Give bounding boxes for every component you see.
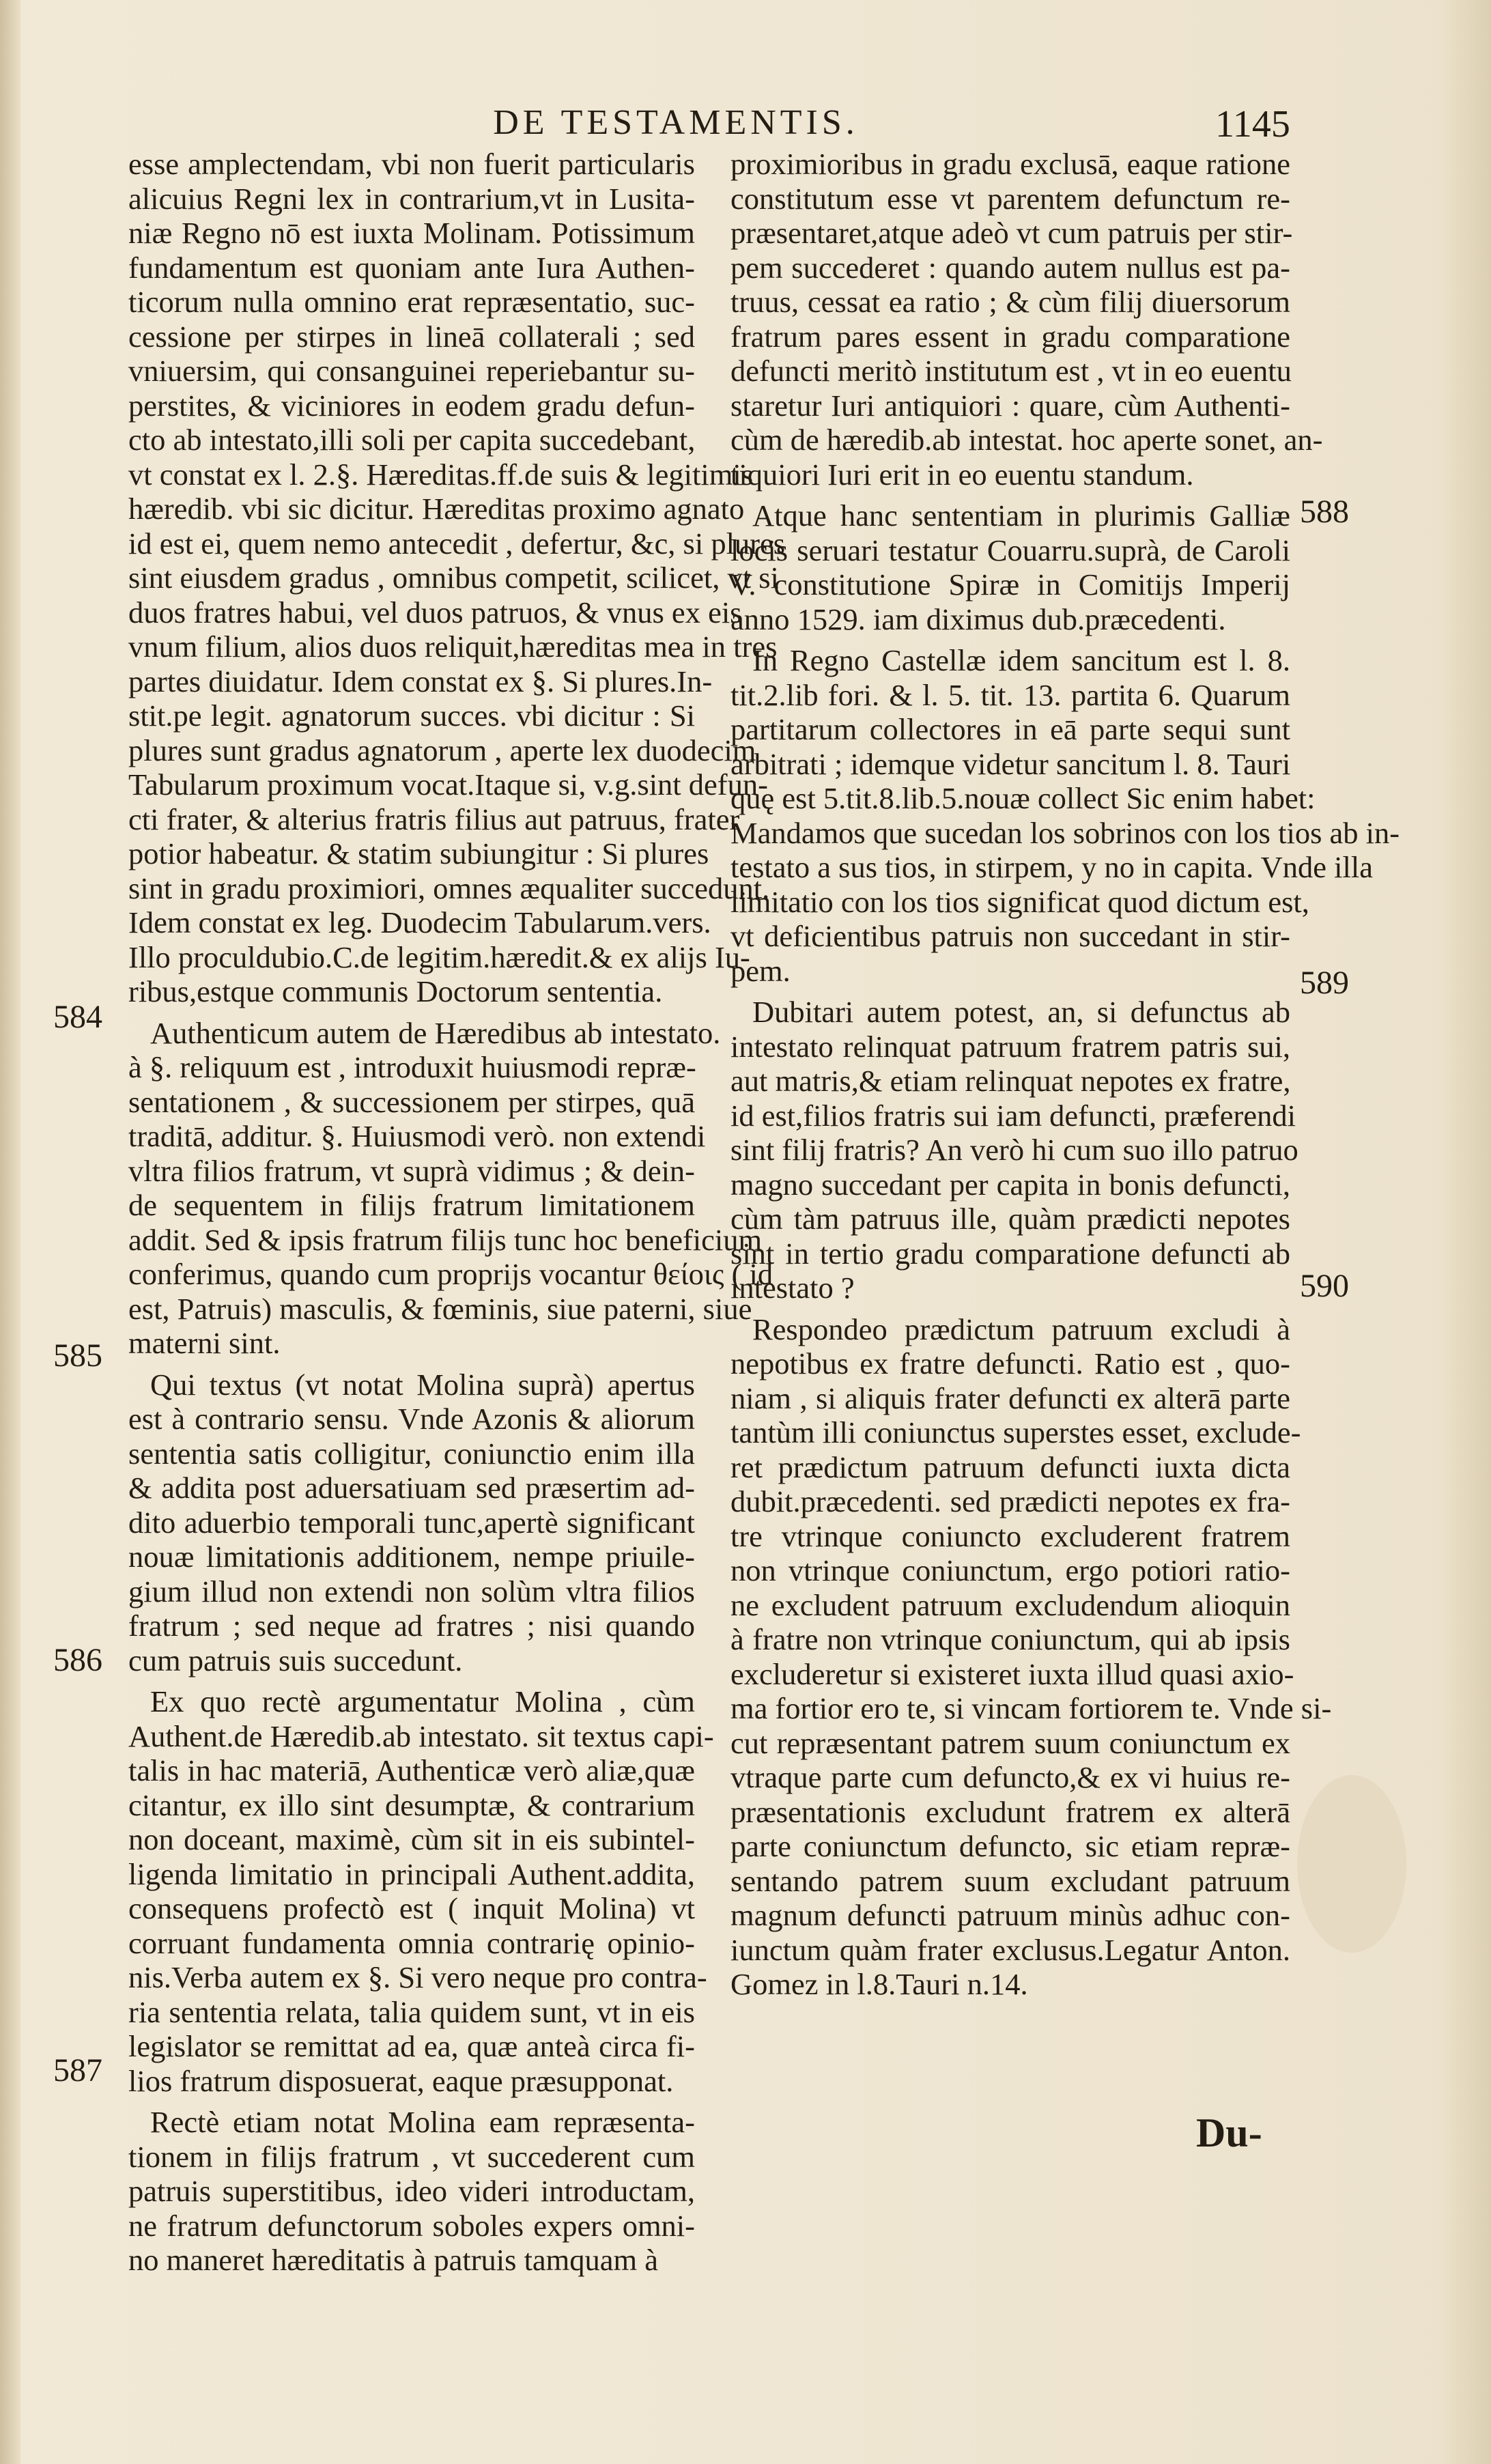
text-line: iunctum quàm frater exclusus.Legatur Anton.: [730, 1932, 1290, 1967]
text-line: est, Patruis) masculis, & fœminis, siue paterni, siue: [128, 1291, 752, 1326]
text-line: sint eiusdem gradus , omnibus competit, scilicet, vt si: [128, 561, 779, 595]
text-line: id est ei, quem nemo antecedit , defertur, &c, si plures: [128, 526, 786, 561]
margin-number: 587: [53, 2052, 102, 2088]
text-line: nepotibus ex fratre defuncti. Ratio est , quo-: [730, 1346, 1290, 1380]
paragraph-gap: [128, 1677, 695, 1684]
text-line: nis.Verba autem ex §. Si vero neque pro contra-: [128, 1960, 707, 1994]
text-line: ne excludent patruum excludendum alioquin: [730, 1587, 1290, 1622]
paragraph-gap: [730, 636, 1290, 643]
text-line: sententia satis colligitur, coniunctio enim illa: [128, 1436, 695, 1471]
text-line: Respondeo prædictum patruum excludi à: [752, 1312, 1290, 1346]
text-line: Ex quo rectè argumentatur Molina , cùm: [150, 1684, 695, 1718]
text-line: testato a sus tios, in stirpem, y no in capita. Vnde illa: [730, 850, 1373, 884]
text-line: intestato relinquat patruum fratrem patris sui,: [730, 1029, 1290, 1064]
page-number: 1145: [1215, 103, 1290, 145]
text-line: no maneret hæreditatis à patruis tamquam à: [128, 2243, 659, 2277]
text-line: lios fratrum disposuerat, eaque præsupponat.: [128, 2063, 674, 2098]
text-line: tionem in filijs fratrum , vt succederent cum: [128, 2139, 695, 2174]
text-line: citantur, ex illo sint desumptæ, & contrarium: [128, 1787, 695, 1822]
text-line: perstites, & viciniores in eodem gradu defun-: [128, 388, 695, 423]
text-line: legislator se remittat ad ea, quæ anteà circa fi-: [128, 2029, 695, 2063]
text-line: stit.pe legit. agnatorum succes. vbi dicitur : Si: [128, 698, 695, 733]
text-line: niam , si aliquis frater defuncti ex alterā parte: [730, 1380, 1290, 1415]
text-line: Atque hanc sententiam in plurimis Galliæ: [752, 498, 1290, 533]
margin-number: 586: [53, 1642, 102, 1678]
text-line: materni sint.: [128, 1326, 281, 1360]
text-line: tre vtrinque coniuncto excluderent fratrem: [730, 1518, 1290, 1553]
text-line: Gomez in l.8.Tauri n.14.: [730, 1967, 1028, 2001]
text-line: vniuersim, qui consanguinei reperiebantur su-: [128, 354, 695, 388]
text-line: dito aduerbio temporali tunc,apertè significant: [128, 1505, 695, 1540]
text-line: corruant fundamenta omnia contrarię opinio-: [128, 1925, 695, 1960]
text-line: constitutum esse vt parentem defunctum re-: [730, 181, 1290, 216]
text-line: vltra filios fratrum, vt suprà vidimus ; & dein-: [128, 1153, 695, 1188]
running-title: DE TESTAMENTIS.: [493, 103, 859, 142]
text-line: duos fratres habui, vel duos patruos, & vnus ex eis: [128, 595, 742, 629]
text-line: ria sententia relata, talia quidem sunt, vt in eis: [128, 1994, 695, 2029]
text-line: hæredib. vbi sic dicitur. Hæreditas proximo agnato: [128, 492, 745, 526]
text-line: Qui textus (vt notat Molina suprà) apertus: [150, 1367, 695, 1402]
text-line: vt deficientibus patruis non succedant in stir-: [730, 919, 1290, 953]
text-line: conferimus, quando cum proprijs vocantur θείοις ( id: [128, 1257, 773, 1291]
text-line: defuncti meritò institutum est , vt in eo euentu: [730, 354, 1292, 388]
margin-number: 589: [1300, 965, 1349, 1001]
text-line: à fratre non vtrinque coniunctum, qui ab ipsis: [730, 1622, 1290, 1656]
paragraph-gap: [730, 492, 1290, 498]
text-line: proximioribus in gradu exclusā, eaque ratione: [730, 147, 1290, 181]
text-line: ticorum nulla omnino erat repræsentatio, suc-: [128, 285, 695, 319]
text-line: sint in gradu proximiori, omnes æqualiter succedunt.: [128, 870, 770, 905]
text-line: fratrum ; sed neque ad fratres ; nisi quando: [128, 1609, 695, 1643]
text-line: alicuius Regni lex in contrarium,vt in Lusita-: [128, 181, 695, 216]
text-line: sint in tertio gradu comparatione defuncti ab: [730, 1236, 1290, 1271]
text-line: excluderetur si existeret iuxta illud quasi axio-: [730, 1656, 1294, 1691]
text-line: est à contrario sensu. Vnde Azonis & aliorum: [128, 1402, 695, 1436]
paragraph-gap: [128, 1361, 695, 1368]
paragraph-gap: [128, 1009, 695, 1016]
text-line: pem.: [730, 953, 791, 988]
text-line: quę est 5.tit.8.lib.5.nouæ collect Sic enim habet:: [730, 781, 1316, 815]
text-line: potior habeatur. & statim subiungitur : Si plures: [128, 836, 709, 870]
text-line: V. constitutione Spiræ in Comitijs Imperij: [730, 567, 1290, 601]
text-line: traditā, additur. §. Huiusmodi verò. non extendi: [128, 1119, 706, 1153]
paragraph-gap: [730, 988, 1290, 995]
text-line: tiquiori Iuri erit in eo euentu standum.: [730, 457, 1194, 492]
text-line: talis in hac materiā, Authenticæ verò aliæ,quæ: [128, 1753, 695, 1787]
margin-number: 590: [1300, 1268, 1349, 1304]
text-line: cùm de hæredib.ab intestat. hoc aperte sonet, an-: [730, 423, 1323, 457]
text-line: parte coniunctum defuncto, sic etiam repræ-: [730, 1829, 1290, 1863]
text-line: vnum filium, alios duos reliquit,hæreditas mea in tres: [128, 629, 778, 664]
text-line: id est,filios fratris sui iam defuncti, præferendi: [730, 1098, 1296, 1133]
text-line: cessione per stirpes in lineā collaterali ; sed: [128, 319, 695, 354]
margin-number: 588: [1300, 494, 1349, 530]
text-line: partitarum collectores in eā parte sequi sunt: [730, 712, 1290, 746]
text-line: & addita post aduersatiuam sed præsertim ad-: [128, 1471, 695, 1505]
text-line: cut repræsentant patrem suum coniunctum ex: [730, 1725, 1290, 1760]
text-line: Rectè etiam notat Molina eam repræsenta-: [150, 2105, 695, 2139]
text-line: intestato ?: [730, 1271, 855, 1305]
margin-number: 585: [53, 1337, 102, 1374]
text-line: præsentaret,atque adeò vt cum patruis per stir-: [730, 216, 1293, 250]
text-line: ribus,estque communis Doctorum sententia.: [128, 974, 663, 1008]
text-line: præsentationis excludunt fratrem ex alterā: [730, 1794, 1290, 1829]
text-line: à §. reliquum est , introduxit huiusmodi repræ-: [128, 1050, 696, 1084]
text-line: non doceant, maximè, cùm sit in eis subintel-: [128, 1822, 695, 1856]
text-line: de sequentem in filijs fratrum limitationem: [128, 1188, 695, 1222]
text-line: nouæ limitationis additionem, nempe priuile-: [128, 1540, 695, 1574]
text-line: limitatio con los tios significat quod dictum est,: [730, 884, 1309, 919]
text-line: fratrum pares essent in gradu comparatione: [730, 319, 1290, 354]
text-line: esse amplectendam, vbi non fuerit particularis: [128, 147, 695, 181]
text-line: ligenda limitatio in principali Authent.addita,: [128, 1856, 695, 1891]
text-line: staretur Iuri antiquiori : quare, cùm Authenti-: [730, 388, 1290, 423]
text-line: Authenticum autem de Hæredibus ab intestato.: [150, 1015, 721, 1050]
text-line: addit. Sed & ipsis fratrum filijs tunc hoc beneficium: [128, 1222, 763, 1257]
text-line: vtraque parte cum defuncto,& ex vi huius re-: [730, 1760, 1290, 1794]
text-line: dubit.præcedenti. sed prædicti nepotes ex fra-: [730, 1484, 1290, 1518]
catchword: Du-: [1196, 2110, 1262, 2155]
text-line: ne fratrum defunctorum soboles expers omni-: [128, 2208, 695, 2243]
text-line: truus, cessat ea ratio ; & cùm filij diuersorum: [730, 285, 1290, 319]
paper-stain: [1297, 1775, 1406, 1953]
text-line: Idem constat ex leg. Duodecim Tabularum.vers.: [128, 905, 711, 939]
text-line: cùm tàm patruus ille, quàm prædicti nepotes: [730, 1202, 1290, 1236]
paragraph-gap: [128, 2098, 695, 2105]
paragraph-gap: [730, 1305, 1290, 1312]
text-line: aut matris,& etiam relinquat nepotes ex fratre,: [730, 1064, 1291, 1098]
text-line: sint filij fratris? An verò hi cum suo illo patruo: [730, 1133, 1298, 1167]
text-line: pem succederet : quando autem nullus est pa-: [730, 250, 1290, 285]
page-edge: [1443, 0, 1491, 2464]
text-line: ret prædictum patruum defuncti iuxta dicta: [730, 1449, 1290, 1484]
page-gutter: [0, 0, 20, 2464]
text-line: cum patruis suis succedunt.: [128, 1643, 463, 1677]
text-line: tit.2.lib fori. & l. 5. tit. 13. partita 6. Quarum: [730, 677, 1290, 712]
text-line: anno 1529. iam diximus dub.præcedenti.: [730, 601, 1226, 636]
text-line: cti frater, & alterius fratris filius aut patruus, frater: [128, 802, 740, 836]
text-line: consequens profectò est ( inquit Molina) vt: [128, 1891, 695, 1925]
margin-number: 584: [53, 999, 102, 1035]
text-line: gium illud non extendi non solùm vltra filios: [128, 1574, 695, 1609]
text-line: Illo proculdubio.C.de legitim.hæredit.& ex alijs Iu-: [128, 939, 750, 974]
text-line: fundamentum est quoniam ante Iura Authen-: [128, 250, 695, 285]
text-line: niæ Regno nō est iuxta Molinam. Potissimum: [128, 216, 695, 250]
text-line: sentando patrem suum excludant patruum: [730, 1863, 1290, 1898]
text-line: Mandamos que sucedan los sobrinos con los tios ab in-: [730, 815, 1400, 850]
text-line: magno succedant per capita in bonis defuncti,: [730, 1167, 1290, 1202]
text-line: patruis superstitibus, ideo videri introductam,: [128, 2174, 695, 2208]
text-line: magnum defuncti patruum minùs adhuc con-: [730, 1898, 1290, 1932]
text-line: vt constat ex l. 2.§. Hæreditas.ff.de suis & legitimis: [128, 457, 754, 492]
text-line: In Regno Castellæ idem sancitum est l. 8.: [752, 643, 1290, 677]
text-line: Authent.de Hæredib.ab intestato. sit textus capi-: [128, 1718, 714, 1753]
text-line: cto ab intestato,illi soli per capita succedebant,: [128, 423, 696, 457]
text-line: Dubitari autem potest, an, si defunctus ab: [752, 995, 1290, 1029]
text-line: Tabularum proximum vocat.Itaque si, v.g.sint defun-: [128, 767, 768, 802]
text-line: non vtrinque coniunctum, ergo potiori ratio-: [730, 1553, 1290, 1587]
text-line: partes diuidatur. Idem constat ex §. Si plures.In-: [128, 664, 713, 698]
text-line: arbitrati ; idemque videtur sancitum l. 8. Tauri: [730, 746, 1291, 781]
text-line: sentationem , & successionem per stirpes, quā: [128, 1084, 695, 1119]
text-line: locis seruari testatur Couarru.suprà, de Caroli: [730, 533, 1290, 567]
text-line: ma fortior ero te, si vincam fortiorem te. Vnde si-: [730, 1691, 1332, 1725]
text-line: tantùm illi coniunctus superstes esset, exclude-: [730, 1415, 1301, 1449]
text-line: plures sunt gradus agnatorum , aperte lex duodecim: [128, 733, 756, 767]
